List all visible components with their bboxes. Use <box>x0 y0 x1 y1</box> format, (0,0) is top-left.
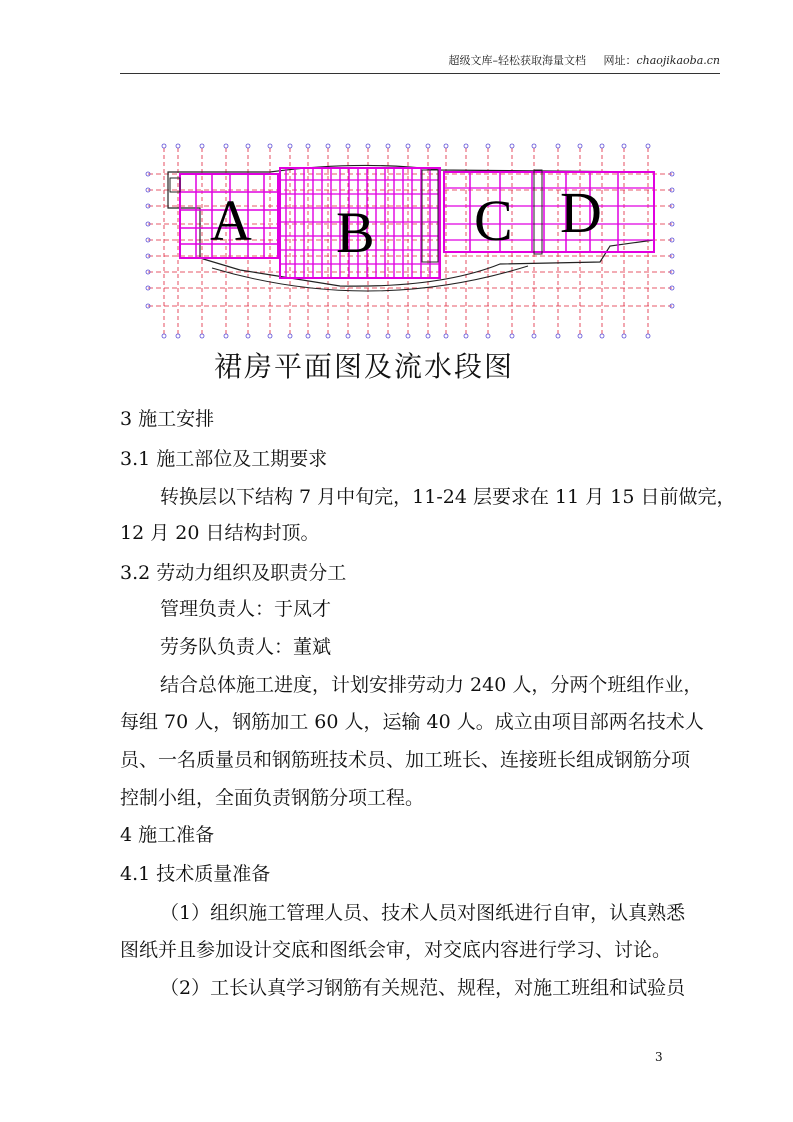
section-3-1-title: 3.1 施工部位及工期要求 <box>120 448 328 470</box>
labor-team-leader-line: 劳务队负责人：董斌 <box>160 636 332 658</box>
segment-label-a: A <box>210 188 252 253</box>
section-3-2-para-line-3: 员、一名质量员和钢筋班技术员、加工班长、连接班长组成钢筋分项 <box>120 749 691 771</box>
axis-marker <box>224 144 228 148</box>
axis-marker <box>510 144 514 148</box>
axis-marker <box>444 144 448 148</box>
header-rule <box>120 73 720 74</box>
axis-marker <box>346 144 350 148</box>
labor-manager-line: 管理负责人：于凤才 <box>160 598 332 620</box>
section-3-2-title: 3.2 劳动力组织及职责分工 <box>120 562 347 584</box>
axis-marker <box>406 144 410 148</box>
axis-marker <box>288 144 292 148</box>
segment-label-b: B <box>336 200 375 265</box>
section-3-2-para-line-2: 每组 70 人，钢筋加工 60 人，运输 40 人。成立由项目部两名技术人 <box>120 711 704 733</box>
axis-marker <box>646 144 650 148</box>
axis-marker <box>556 144 560 148</box>
axis-marker <box>162 144 166 148</box>
axis-marker <box>464 144 468 148</box>
item-1-line-2: 图纸并且参加设计交底和图纸会审，对交底内容进行学习、讨论。 <box>120 939 672 961</box>
section-3-title: 3 施工安排 <box>120 408 215 430</box>
axis-marker <box>426 144 430 148</box>
axis-marker <box>578 144 582 148</box>
axis-marker <box>200 144 204 148</box>
header-site-url: chaojikaoba.cn <box>636 54 720 67</box>
header-site-label: 网址： <box>603 54 637 67</box>
figure-caption: 裙房平面图及流水段图 <box>214 350 515 383</box>
page-header <box>120 52 720 72</box>
item-2-line-1: （2）工长认真学习钢筋有关规范、规程，对施工班组和试验员 <box>160 977 686 999</box>
axis-marker <box>600 144 604 148</box>
section-4-title: 4 施工准备 <box>120 824 215 846</box>
floor-plan-drawing <box>140 140 680 340</box>
page-number: 3 <box>655 1050 663 1064</box>
section-3-2-para-line-1: 结合总体施工进度，计划安排劳动力 240 人，分两个班组作业， <box>160 674 703 696</box>
item-1-line-1: （1）组织施工管理人员、技术人员对图纸进行自审，认真熟悉 <box>160 902 686 924</box>
axis-marker <box>326 144 330 148</box>
axis-marker <box>176 144 180 148</box>
axis-marker <box>386 144 390 148</box>
axis-marker <box>486 144 490 148</box>
axis-marker <box>366 144 370 148</box>
header-left-text: 超级文库–轻松获取海量文档 <box>448 54 586 67</box>
segment-label-d: D <box>560 180 602 245</box>
section-3-1-para-line-1: 转换层以下结构 7 月中旬完，11-24 层要求在 11 月 15 日前做完， <box>160 486 736 508</box>
axis-marker <box>306 144 310 148</box>
section-3-1-para-line-2: 12 月 20 日结构封顶。 <box>120 522 320 544</box>
section-4-1-title: 4.1 技术质量准备 <box>120 863 271 885</box>
section-3-2-para-line-4: 控制小组，全面负责钢筋分项工程。 <box>120 787 425 809</box>
axis-marker <box>246 144 250 148</box>
axis-marker <box>268 144 272 148</box>
segment-label-c: C <box>474 188 513 253</box>
floor-plan-figure <box>140 140 680 340</box>
axis-marker <box>532 144 536 148</box>
axis-marker <box>622 144 626 148</box>
core-detail <box>534 170 542 254</box>
